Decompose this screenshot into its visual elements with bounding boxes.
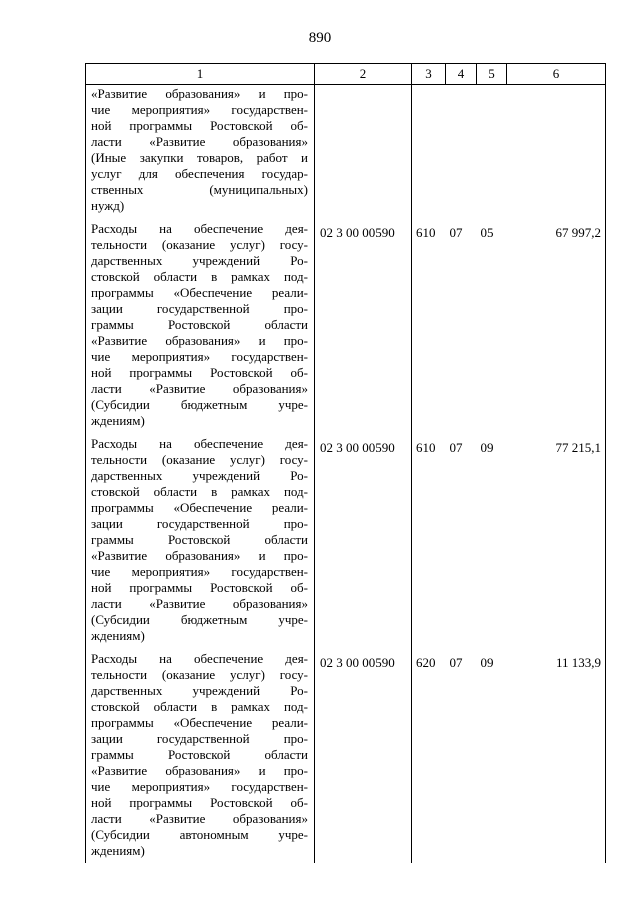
description-line: чие мероприятия» государствен- — [91, 349, 308, 364]
row-section: 07 — [449, 440, 463, 455]
description-line: дарственных учреждений Ро- — [91, 468, 308, 483]
description-line: нужд) — [91, 198, 125, 213]
description-line: ласти «Развитие образования» — [91, 811, 308, 826]
description-line: «Развитие образования» и про- — [91, 86, 308, 101]
description-line: чие мероприятия» государствен- — [91, 779, 308, 794]
row-amount: 77 215,1 — [507, 433, 606, 648]
description-line: Расходы на обеспечение дея- — [91, 436, 308, 451]
description-line: ждениям) — [91, 413, 145, 428]
description-line: граммы Ростовской области — [91, 747, 308, 762]
description-line: зации государственной про- — [91, 516, 308, 531]
description-line: «Развитие образования» и про- — [91, 763, 308, 778]
description-line: (Иные закупки товаров, работ и — [91, 150, 308, 165]
row-description — [86, 218, 315, 433]
description-line: (Субсидии бюджетным учре- — [91, 612, 308, 627]
description-line: ждениям) — [91, 843, 145, 858]
description-line: дарственных учреждений Ро- — [91, 683, 308, 698]
description-line: тельности (оказание услуг) госу- — [91, 667, 308, 682]
row-section: 07 — [449, 225, 463, 240]
description-line: стовской области в рамках под- — [91, 699, 308, 714]
table-row — [86, 85, 606, 219]
description-line: стовской области в рамках под- — [91, 484, 308, 499]
page-number: 890 — [308, 30, 332, 46]
description-line: (Субсидии бюджетным учре- — [91, 397, 308, 412]
header-col-2: 2 — [315, 64, 412, 85]
row-target-code: 02 3 00 00590 — [315, 433, 412, 648]
row-amount: 67 997,2 — [507, 218, 606, 433]
description-line: программы «Обеспечение реали- — [91, 715, 308, 730]
row-subsection: 09 — [480, 655, 494, 670]
description-line: граммы Ростовской области — [91, 532, 308, 547]
header-col-5: 5 — [477, 64, 507, 85]
description-line: ной программы Ростовской об- — [91, 580, 308, 595]
description-line: ственных (муниципальных) — [91, 182, 308, 197]
description-line: чие мероприятия» государствен- — [91, 564, 308, 579]
row-target-code — [315, 85, 412, 219]
row-amount — [507, 85, 606, 219]
description-line: тельности (оказание услуг) госу- — [91, 452, 308, 467]
description-line: чие мероприятия» государствен- — [91, 102, 308, 117]
description-line: ласти «Развитие образования» — [91, 596, 308, 611]
description-line: зации государственной про- — [91, 731, 308, 746]
header-col-3: 3 — [412, 64, 446, 85]
header-col-6: 6 — [507, 64, 606, 85]
row-description — [86, 85, 315, 219]
row-subsection: 09 — [480, 440, 494, 455]
table-row — [86, 433, 606, 648]
description-line: Расходы на обеспечение дея- — [91, 221, 308, 236]
description-line: стовской области в рамках под- — [91, 269, 308, 284]
row-expense-type: 610 — [416, 225, 436, 240]
description-line: ной программы Ростовской об- — [91, 795, 308, 810]
row-amount: 11 133,9 — [507, 648, 606, 863]
description-line: (Субсидии автономным учре- — [91, 827, 308, 842]
description-line: тельности (оказание услуг) госу- — [91, 237, 308, 252]
description-line: Расходы на обеспечение дея- — [91, 651, 308, 666]
budget-table — [85, 63, 606, 863]
description-line: ной программы Ростовской об- — [91, 365, 308, 380]
row-section — [446, 85, 477, 219]
row-subsection: 05 — [480, 225, 494, 240]
table-body — [86, 85, 606, 864]
description-line: зации государственной про- — [91, 301, 308, 316]
description-line: программы «Обеспечение реали- — [91, 285, 308, 300]
row-subsection — [477, 85, 507, 219]
description-line: ласти «Развитие образования» — [91, 134, 308, 149]
row-expense-type: 620 — [416, 655, 436, 670]
description-line: ной программы Ростовской об- — [91, 118, 308, 133]
row-target-code: 02 3 00 00590 — [315, 218, 412, 433]
description-line: «Развитие образования» и про- — [91, 333, 308, 348]
header-col-4: 4 — [446, 64, 477, 85]
row-target-code: 02 3 00 00590 — [315, 648, 412, 863]
row-description — [86, 648, 315, 863]
table-row — [86, 218, 606, 433]
header-col-1: 1 — [86, 64, 315, 85]
header-row — [86, 64, 606, 85]
table-row — [86, 648, 606, 863]
description-line: программы «Обеспечение реали- — [91, 500, 308, 515]
description-line: ласти «Развитие образования» — [91, 381, 308, 396]
row-expense-type: 610 — [416, 440, 436, 455]
description-line: ждениям) — [91, 628, 145, 643]
description-line: «Развитие образования» и про- — [91, 548, 308, 563]
description-line: дарственных учреждений Ро- — [91, 253, 308, 268]
row-description — [86, 433, 315, 648]
description-line: услуг для обеспечения государ- — [91, 166, 308, 181]
row-section: 07 — [449, 655, 463, 670]
row-expense-type — [412, 85, 446, 219]
description-line: граммы Ростовской области — [91, 317, 308, 332]
